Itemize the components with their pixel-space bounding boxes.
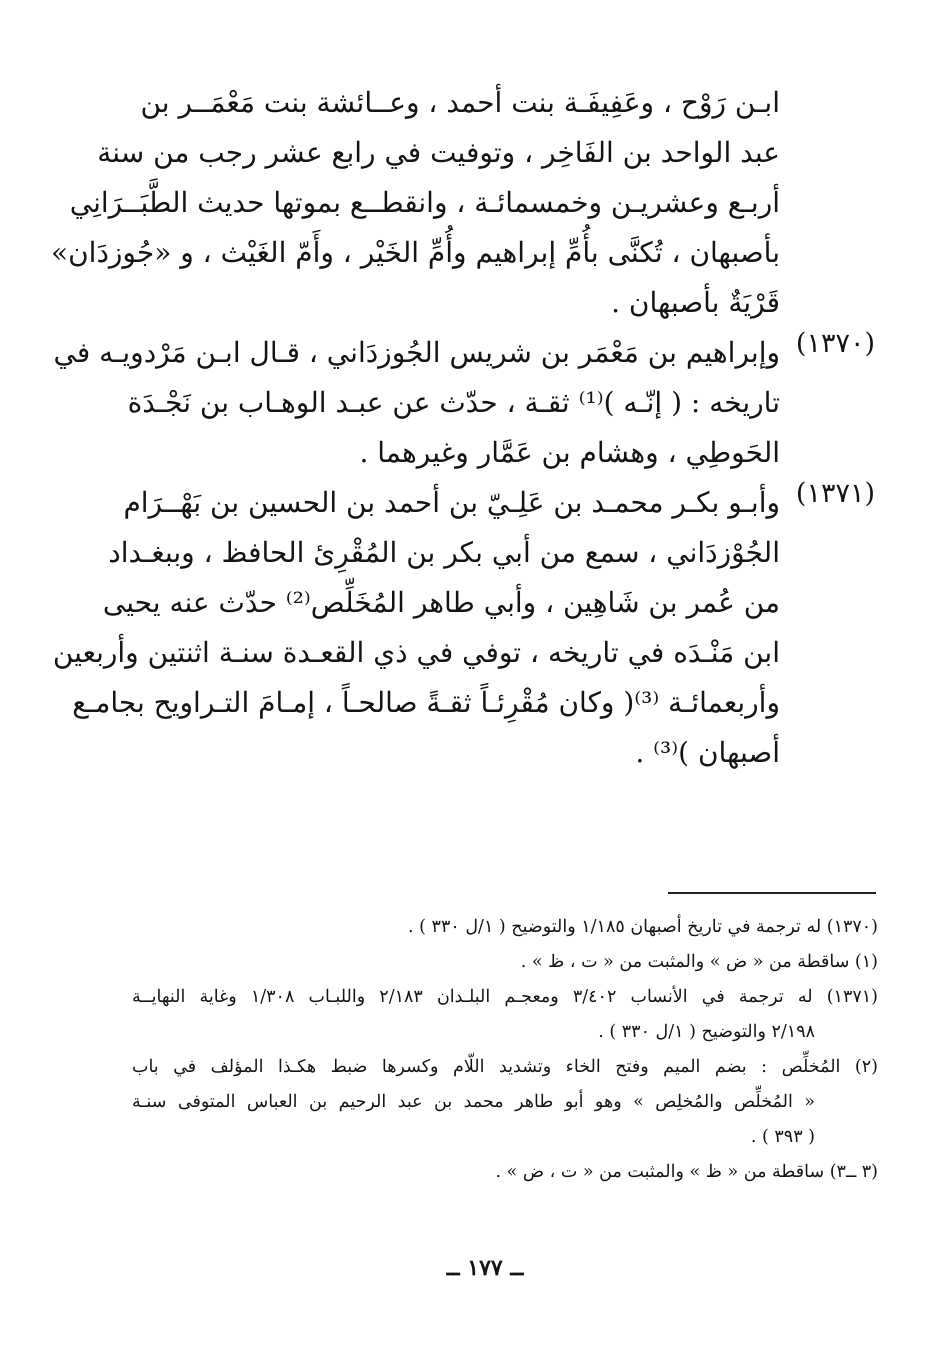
footnote-line: (٣ ــ٣) ساقطة من « ظ » والمثبت من « ت ، ض » . (495, 1162, 878, 1182)
text-line: عبد الواحد بن الفَاخِر ، وتوفيت في رابع عشر رجب من سنة (97, 136, 780, 169)
footnote-line: « المُخلِّص والمُخلِص » وهو أبو طاهر محمد بن عبد الرحيم بن العباس المتوفى سنـة (132, 1092, 815, 1112)
text-line: قَرْيَةٌ بأصبهان . (611, 286, 780, 319)
text-line: وأبـو بكـر محمـد بن عَلِـيّ بن أحمد بن الحسين بن بَهْــرَام (123, 486, 780, 519)
footnote-separator (668, 892, 876, 894)
text-line: ابن مَنْـدَه في تاريخه ، توفي في ذي القعـدة سنـة اثنتين وأربعين (52, 636, 780, 669)
main-text (50, 78, 780, 778)
text-line: تاريخه : ( إنّـه )⁽¹⁾ ثقـة ، حدّث عن عبـد الوهـاب بن نَجْـدَة (127, 386, 780, 419)
entry-number-1370: (١٣٧٠) (795, 328, 875, 359)
footnote-line: (٢) المُخلِّص : بضم الميم وفتح الخاء وتشديد اللّام وكسرها ضبط هكـذا المؤلف في باب (132, 1057, 878, 1077)
text-line: أصبهان )⁽³⁾ . (635, 736, 780, 769)
entry-number-1371: (١٣٧١) (795, 478, 875, 509)
footnotes (132, 910, 878, 1190)
text-line: من عُمر بن شَاهِين ، وأبي طاهر المُخَلِّص⁽²⁾ حدّث عنه يحيى (102, 586, 780, 619)
text-line: الجُوْزدَاني ، سمع من أبي بكر بن المُقْرِئ الحافظ ، وببغـداد (108, 536, 780, 569)
footnote-line: (١) ساقطة من « ض » والمثبت من « ت ، ظ » . (520, 952, 878, 972)
footnote-line: (١٣٧١) له ترجمة في الأنساب ٣/٤٠٢ ومعجـم البلـدان ٢/١٨٣ واللبـاب ١/٣٠٨ وغاية النهايــة (132, 987, 878, 1007)
footnote-line: ( ٣٩٣ ) . (750, 1127, 815, 1147)
page-number: ــ ١٧٧ ــ (446, 1255, 524, 1281)
footnote-line: (١٣٧٠) له ترجمة في تاريخ أصبهان ١/١٨٥ والتوضيح ( ١/ل ٣٣٠ ) . (408, 917, 878, 937)
text-line: وأربعمائـة ⁽³⁾( وكان مُقْرِئـاً ثقـةً صالحـاً ، إمـامَ التـراويح بجامـع (72, 686, 780, 719)
text-line: ابـن رَوْح ، وعَفِيفَـة بنت أحمد ، وعــائشة بنت مَعْمَــر بن (140, 86, 780, 119)
text-line: وإبراهيم بن مَعْمَر بن شريس الجُوزدَاني ، قـال ابـن مَرْدويـه في (53, 336, 780, 369)
text-line: أربـع وعشريـن وخمسمائـة ، وانقطــع بموتها حديث الطَّبَــرَانِي (69, 186, 780, 219)
footnote-line: ٢/١٩٨ والتوضيح ( ١/ل ٣٣٠ ) . (598, 1022, 815, 1042)
text-line: الحَوطِي ، وهشام بن عَمَّار وغيرهما . (359, 436, 780, 469)
text-line: بأصبهان ، تُكنَّى بأُمِّ إبراهيم وأُمِّ الخَيْر ، وأَمّ الغَيْث ، و «جُوزدَان» (50, 236, 780, 269)
